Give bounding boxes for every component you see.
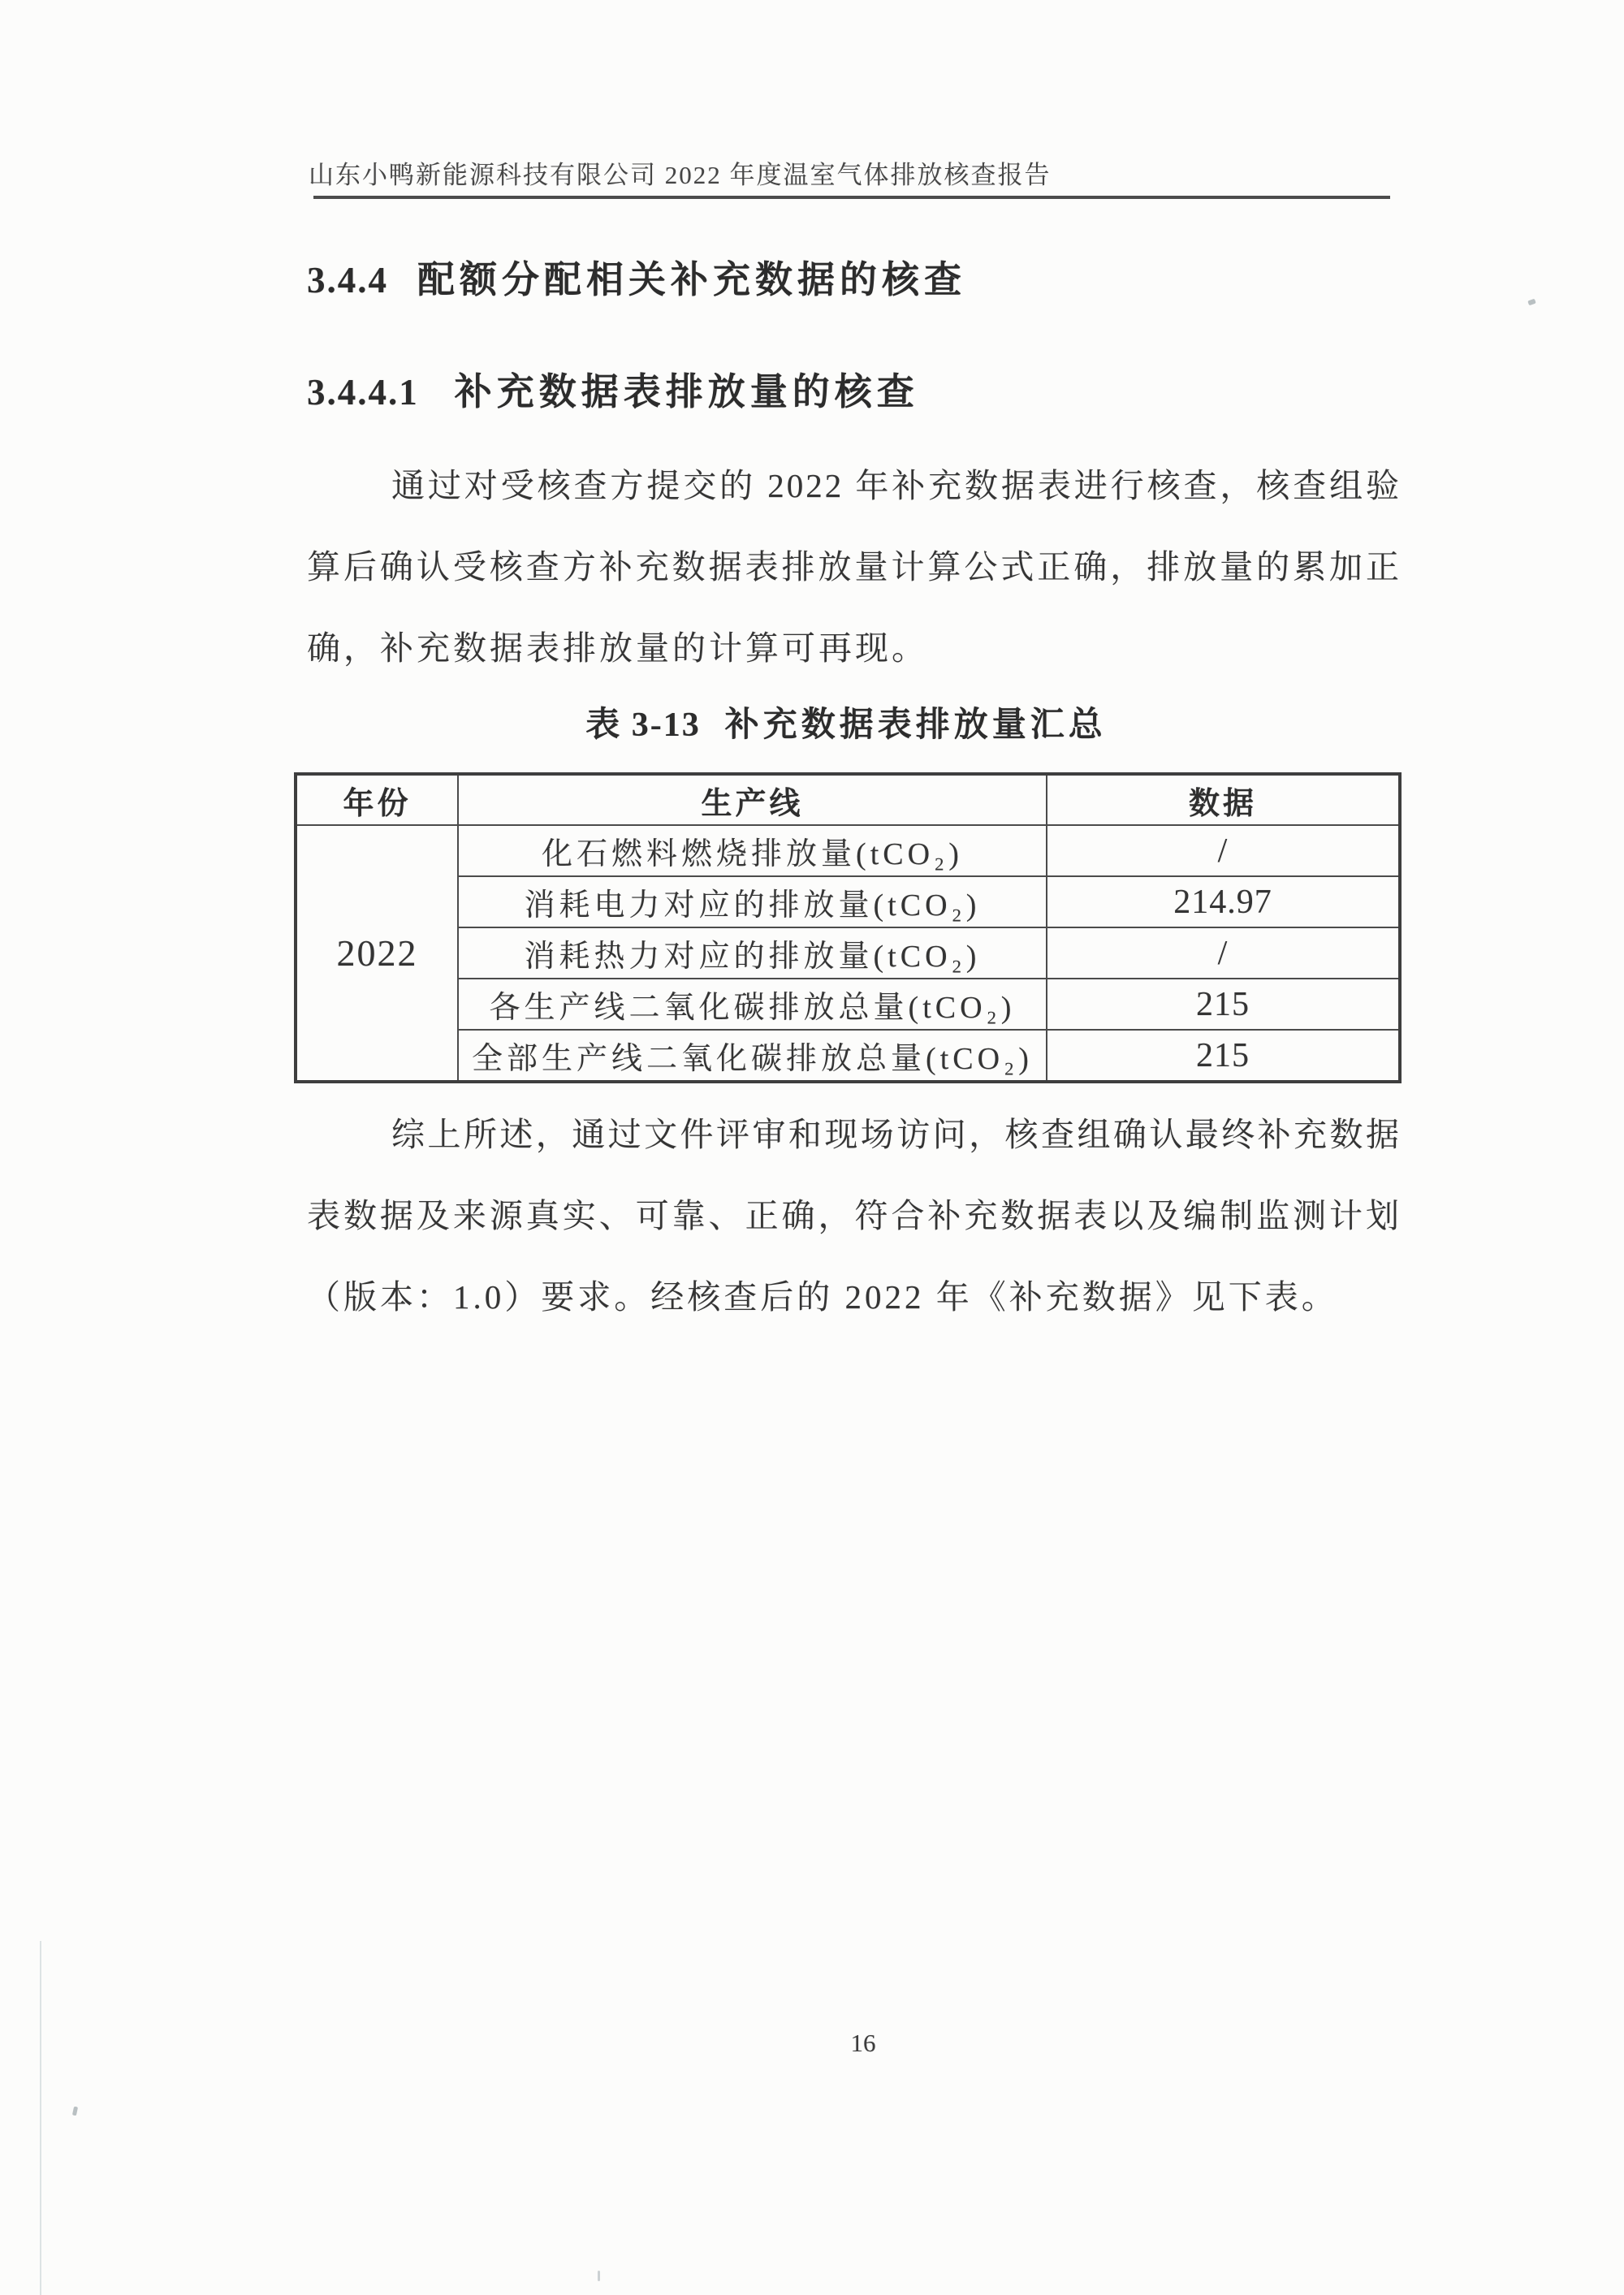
data-cell: 215 xyxy=(1047,979,1400,1030)
column-header-data: 数据 xyxy=(1047,774,1400,825)
scan-speck-artifact xyxy=(72,2107,78,2116)
table-row xyxy=(296,825,1400,876)
section-number: 3.4.4 xyxy=(307,260,388,300)
header-rule xyxy=(313,196,1390,199)
year-cell: 2022 xyxy=(296,825,458,1082)
production-line-cell: 全部生产线二氧化碳排放总量(tCO₂) xyxy=(458,1030,1047,1082)
column-header-production-line: 生产线 xyxy=(458,774,1047,825)
table-header-row xyxy=(296,774,1400,825)
table-caption-title: 补充数据表排放量汇总 xyxy=(724,705,1107,743)
paragraph-line: 算后确认受核查方补充数据表排放量计算公式正确，排放量的累加正 xyxy=(307,548,1402,586)
section-number: 3.4.4.1 xyxy=(307,372,419,413)
column-header-year: 年份 xyxy=(296,774,458,825)
data-cell: 214.97 xyxy=(1047,876,1400,927)
table-caption-number: 表 3-13 xyxy=(585,707,701,744)
paragraph-conclusion xyxy=(307,1094,1402,1338)
paragraph-line: 综上所述，通过文件评审和现场访问，核查组确认最终补充数据 xyxy=(391,1116,1402,1153)
table-row xyxy=(296,927,1400,979)
production-line-cell: 消耗电力对应的排放量(tCO₂) xyxy=(458,876,1047,927)
paragraph-verification-summary xyxy=(307,445,1402,689)
scan-edge-artifact xyxy=(40,1941,41,2295)
section-title: 补充数据表排放量的核查 xyxy=(454,370,919,413)
table-row xyxy=(296,1030,1400,1082)
scan-speck-artifact xyxy=(598,2271,600,2281)
production-line-cell: 各生产线二氧化碳排放总量(tCO₂) xyxy=(458,979,1047,1030)
paragraph-line: 通过对受核查方提交的 2022 年补充数据表进行核查，核查组验 xyxy=(391,467,1402,504)
production-line-cell: 化石燃料燃烧排放量(tCO₂) xyxy=(458,825,1047,876)
section-title: 配额分配相关补充数据的核查 xyxy=(417,258,966,300)
table-row xyxy=(296,876,1400,927)
page-number: 16 xyxy=(850,2029,876,2057)
paragraph-line: 确，补充数据表排放量的计算可再现。 xyxy=(307,629,928,667)
section-heading-3-4-4 xyxy=(307,250,966,304)
data-cell: / xyxy=(1047,927,1400,979)
emissions-summary-table xyxy=(294,772,1402,1083)
running-header-title: 山东小鸭新能源科技有限公司 2022 年度温室气体排放核查报告 xyxy=(309,161,1052,189)
production-line-cell: 消耗热力对应的排放量(tCO₂) xyxy=(458,927,1047,979)
paragraph-line: （版本：1.0）要求。经核查后的 2022 年《补充数据》见下表。 xyxy=(307,1278,1338,1316)
scan-speck-artifact xyxy=(1527,299,1536,306)
paragraph-line: 表数据及来源真实、可靠、正确，符合补充数据表以及编制监测计划 xyxy=(307,1197,1402,1234)
data-cell: 215 xyxy=(1047,1030,1400,1082)
data-cell: / xyxy=(1047,825,1400,876)
section-heading-3-4-4-1 xyxy=(307,362,919,416)
table-caption xyxy=(294,700,1398,749)
table-row xyxy=(296,979,1400,1030)
